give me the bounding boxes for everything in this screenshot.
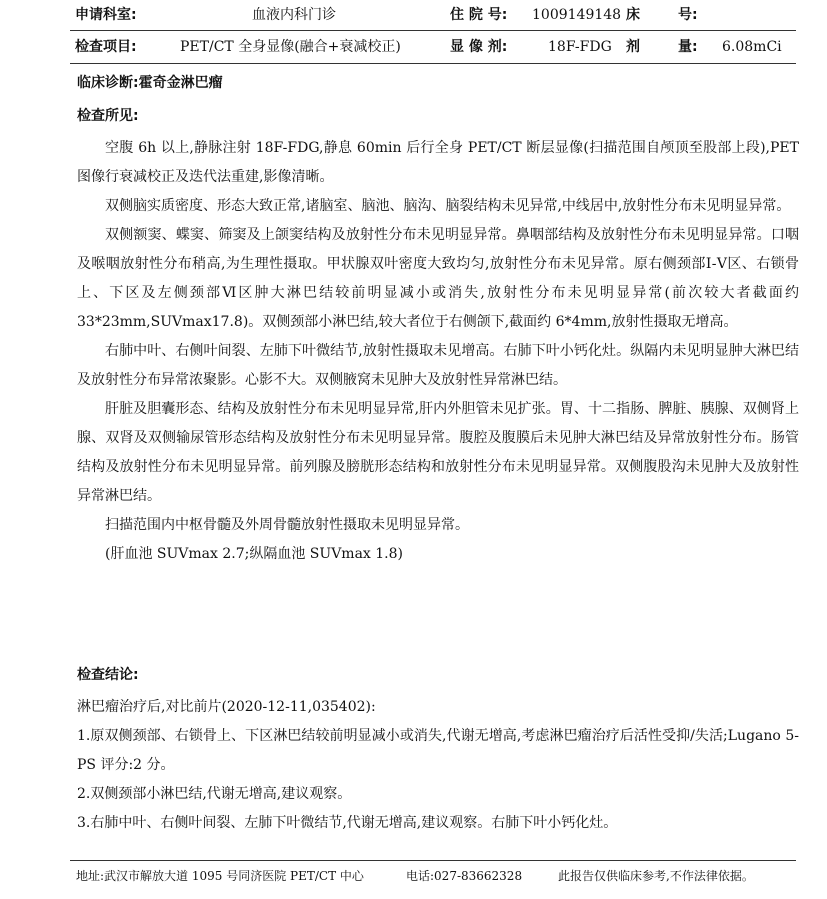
- conclusion-line: 1.原双侧颈部、右锁骨上、下区淋巴结较前明显减小或消失,代谢无增高,考虑淋巴瘤治疗后活性受抑/失活;Lugano 5-PS 评分:2 分。: [77, 728, 799, 773]
- diagnosis-label: 临床诊断:: [77, 75, 139, 91]
- footer-disclaimer: 此报告仅供临床参考,不作法律依据。: [558, 869, 754, 883]
- bed-number-label: 号:: [678, 7, 698, 23]
- conclusion-line: 淋巴瘤治疗后,对比前片(2020-12-11,035402):: [77, 699, 376, 715]
- findings-paragraph: 扫描范围内中枢骨髓及外周骨髓放射性摄取未见明显异常。: [105, 517, 469, 533]
- footer-address: 地址:武汉市解放大道 1095 号同济医院 PET/CT 中心: [76, 869, 364, 883]
- conclusion-heading: 检查结论:: [77, 667, 139, 683]
- dose-label-1: 剂: [626, 39, 640, 55]
- conclusion-line: 3.右肺中叶、右侧叶间裂、左肺下叶微结节,代谢无增高,建议观察。右肺下叶小钙化灶。: [77, 815, 618, 831]
- header-row-2: [70, 37, 796, 64]
- footer-phone: 电话:027-83662328: [406, 869, 523, 883]
- findings-paragraph: 空腹 6h 以上,静脉注射 18F-FDG,静息 60min 后行全身 PET/CT 断层显像(扫描范围自颅顶至股部上段),PET 图像行衰减校正及迭代法重建,影像清晰。: [77, 140, 799, 185]
- findings-paragraph: 右肺中叶、右侧叶间裂、左肺下叶微结节,放射性摄取未见增高。右肺下叶小钙化灶。纵隔内未见明显肿大淋巴结及放射性分布异常浓聚影。心影不大。双侧腋窝未见肿大及放射性异常淋巴结。: [77, 343, 799, 388]
- header-row-1: [70, 5, 796, 31]
- findings-paragraph: 双侧额窦、蝶窦、筛窦及上颌窦结构及放射性分布未见明显异常。鼻咽部结构及放射性分布未见明显异常。口咽及喉咽放射性分布稍高,为生理性摄取。甲状腺双叶密度大致均匀,放射性分布未见异常。原右侧颈部Ⅰ-Ⅴ区、右锁骨上、下区及左侧颈部Ⅵ区肿大淋巴结较前明显减小或消失,放射性分布未见明显异常(前次较大者截面约 33*23mm,SUVmax17.8)。双侧颈部小淋巴结,较大者位于右侧颌下,截面约 6*4mm,放射性摄取无增高。: [77, 227, 799, 330]
- imaging-agent-label: 显 像 剂:: [450, 39, 508, 55]
- findings-paragraph: 双侧脑实质密度、形态大致正常,诸脑室、脑池、脑沟、脑裂结构未见异常,中线居中,放射性分布未见明显异常。: [105, 198, 791, 214]
- findings-paragraph: 肝脏及胆囊形态、结构及放射性分布未见明显异常,肝内外胆管未见扩张。胃、十二指肠、脾脏、胰腺、双侧肾上腺、双肾及双侧输尿管形态结构及放射性分布未见明显异常。腹腔及腹膜后未见肿大淋巴结及异常放射性分布。肠管结构及放射性分布未见明显异常。前列腺及膀胱形态结构和放射性分布未见明显异常。双侧腹股沟未见肿大及放射性异常淋巴结。: [77, 401, 799, 504]
- conclusion-body: [77, 693, 799, 838]
- findings-heading: 检查所见:: [77, 108, 139, 124]
- dept-value: 血液内科门诊: [252, 7, 336, 23]
- bed-label: 床: [626, 7, 640, 23]
- dept-label: 申请科室:: [75, 7, 137, 23]
- inpatient-value: 1009149148: [532, 7, 622, 23]
- exam-item-value: PET/CT 全身显像(融合+衰减校正): [180, 39, 401, 55]
- diagnosis-value: 霍奇金淋巴瘤: [138, 75, 223, 91]
- imaging-agent-value: 18F-FDG: [548, 39, 612, 55]
- clinical-diagnosis: [77, 72, 223, 92]
- dose-value: 6.08mCi: [722, 39, 782, 55]
- inpatient-label: 住 院 号:: [450, 7, 508, 23]
- findings-paragraph: (肝血池 SUVmax 2.7;纵隔血池 SUVmax 1.8): [105, 546, 404, 562]
- exam-item-label: 检查项目:: [75, 39, 137, 55]
- footer: [70, 860, 796, 883]
- findings-body: [77, 134, 799, 569]
- dose-label-2: 量:: [678, 39, 698, 55]
- conclusion-line: 2.双侧颈部小淋巴结,代谢无增高,建议观察。: [77, 786, 352, 802]
